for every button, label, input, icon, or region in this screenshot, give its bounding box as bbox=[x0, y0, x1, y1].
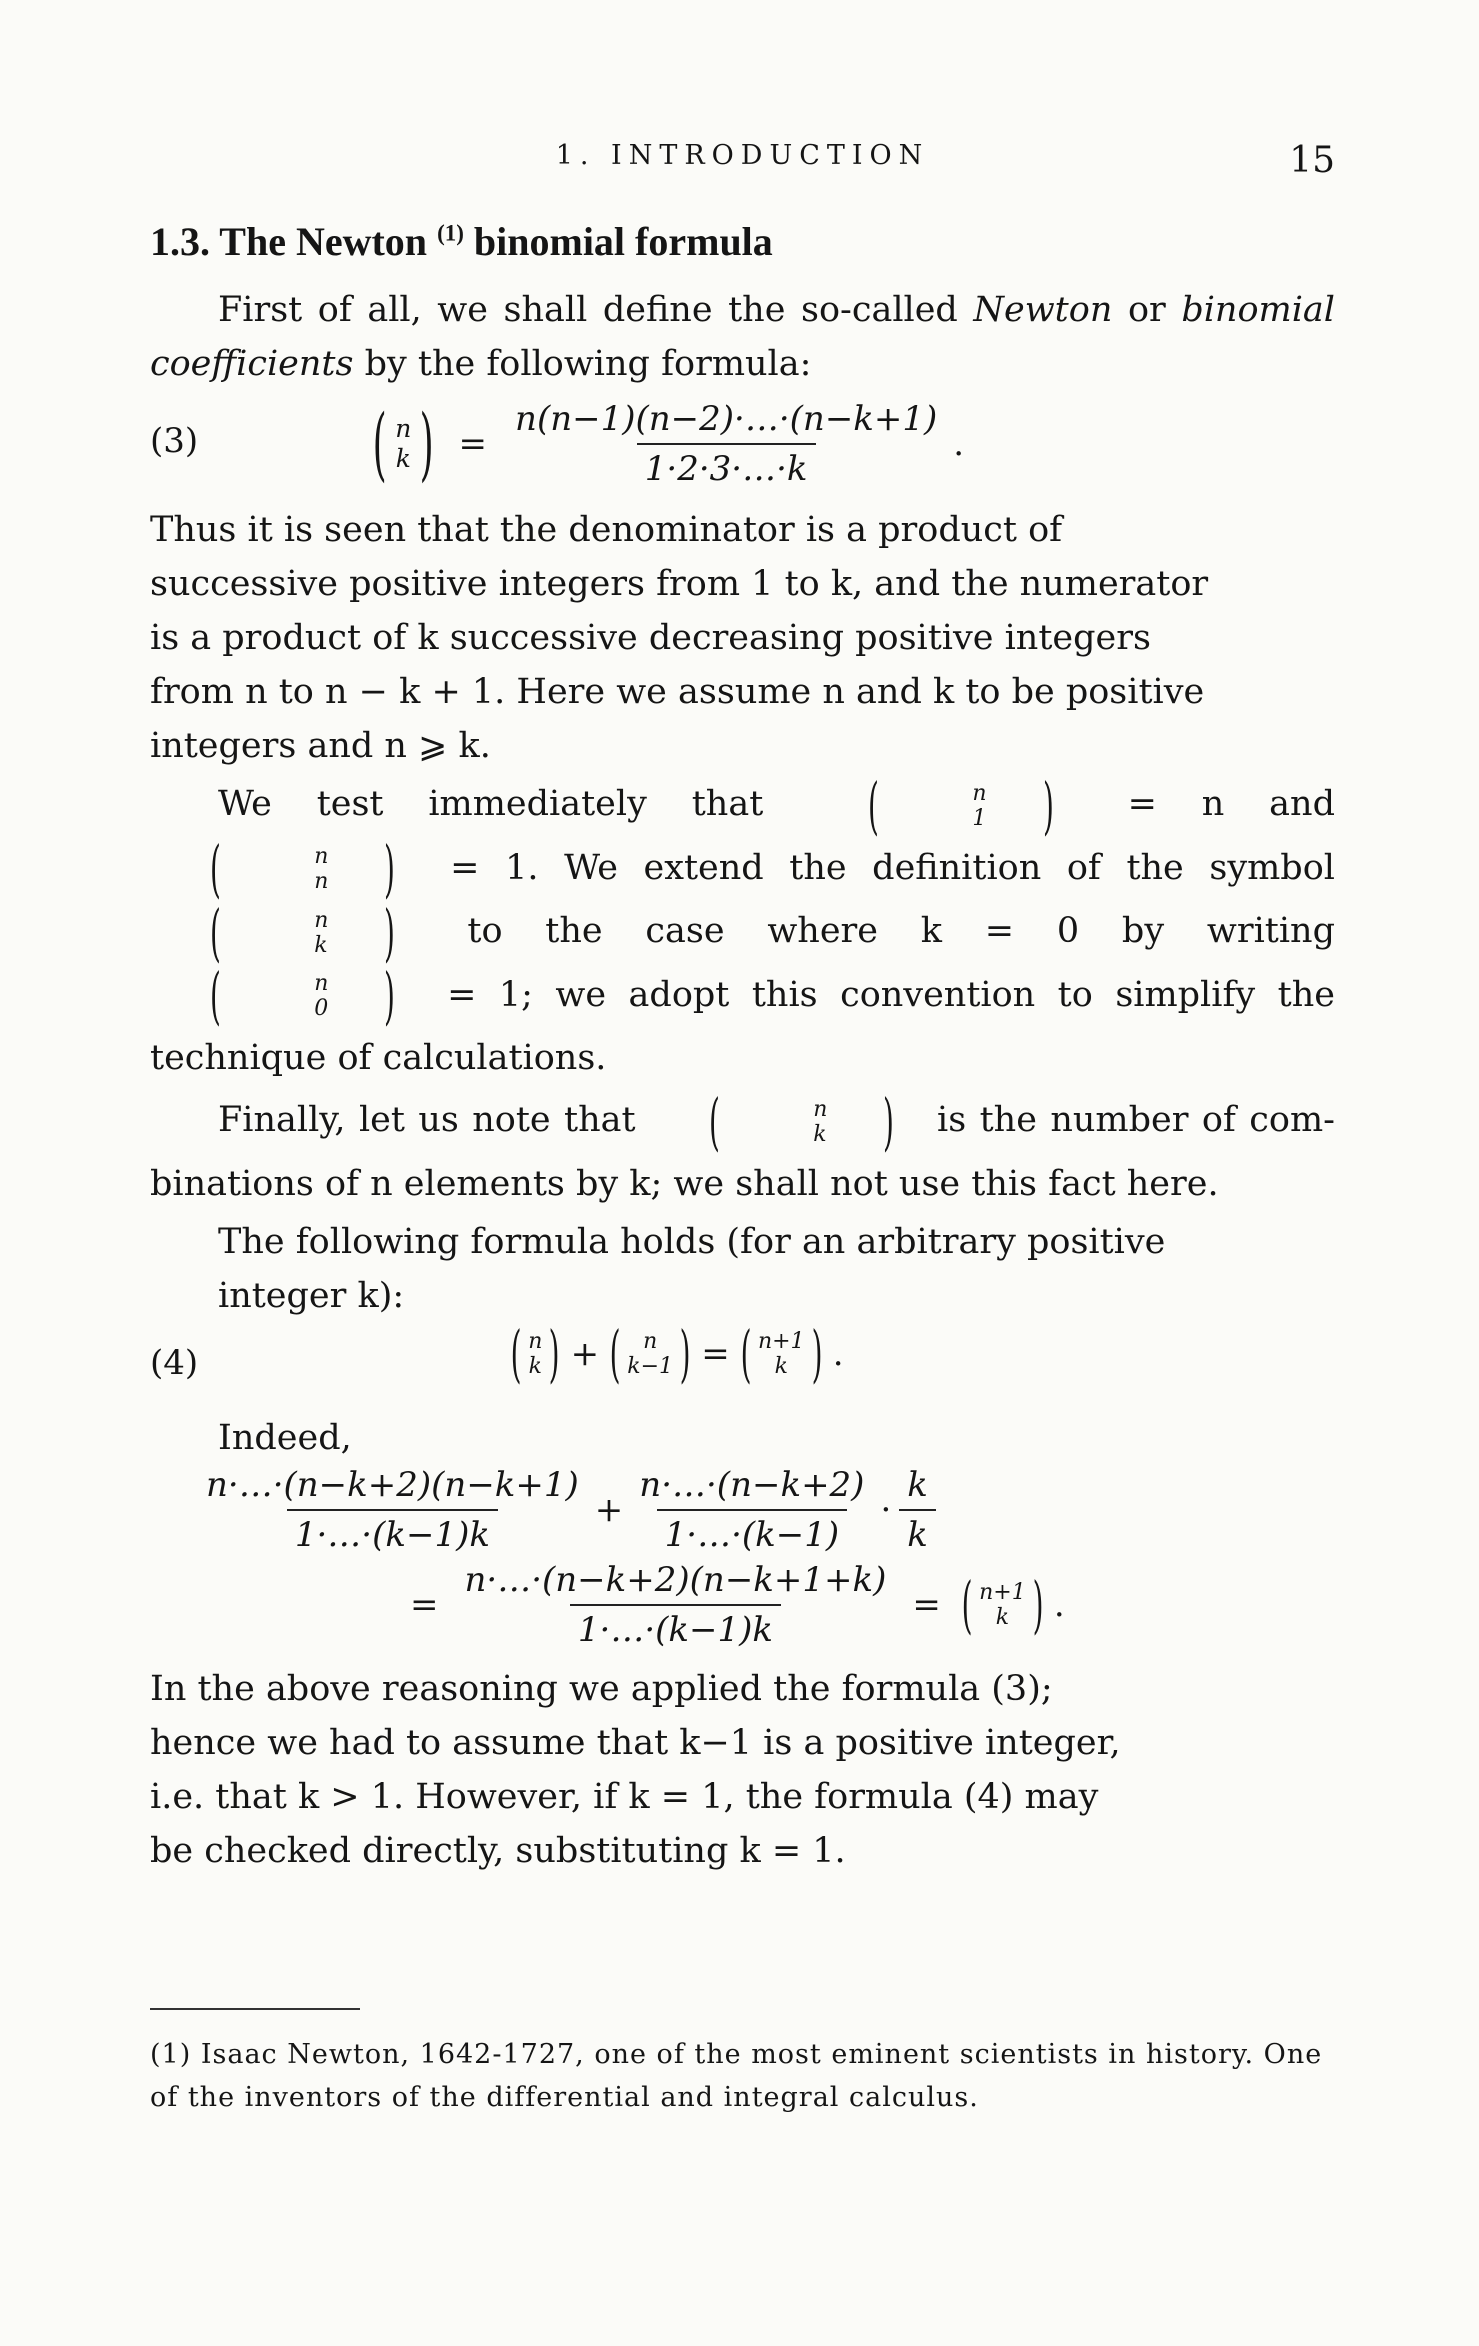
paragraph-conventions bbox=[150, 768, 1335, 1089]
text-segment: simplify the technique of calculations. bbox=[150, 974, 1335, 1078]
section-number: 1.3. bbox=[150, 219, 210, 264]
section-heading bbox=[150, 218, 1335, 265]
text-segment: = 1. We bbox=[450, 847, 618, 888]
text-line: Thus it is seen that the denominator is a product of bbox=[150, 510, 1063, 550]
proof-numerator-1: n·…·(n−k+2)(n−k+1) bbox=[206, 1464, 579, 1505]
page-header bbox=[150, 140, 1335, 210]
section-footnote-marker: (1) bbox=[437, 220, 464, 246]
newton-emphasis: Newton bbox=[973, 290, 1113, 330]
binomial-formula-fraction bbox=[507, 399, 945, 489]
book-page bbox=[150, 140, 1335, 1878]
text-segment: We test immediately that bbox=[218, 784, 764, 824]
proof-k-denominator: k bbox=[899, 1509, 936, 1555]
running-title: 1. INTRODUCTION bbox=[555, 140, 930, 171]
equation-number-3: (3) bbox=[150, 421, 199, 461]
text-segment: is the number of com- bbox=[937, 1100, 1335, 1140]
text-segment: extend the definition of the symbol bbox=[643, 847, 1335, 888]
fraction-denominator: 1·2·3·…·k bbox=[637, 443, 816, 489]
section-title: The Newton bbox=[219, 219, 428, 264]
binomial-n-plus-1-k-proof: ( n+1 k ) bbox=[961, 1567, 1044, 1641]
paragraph-reasoning bbox=[150, 1662, 1335, 1878]
definition-text-end: by the following formula: bbox=[364, 344, 812, 384]
text-line: In the above reasoning we applied the formula (3); bbox=[150, 1668, 1053, 1709]
fraction-numerator: n(n−1)(n−2)·…·(n−k+1) bbox=[515, 399, 938, 439]
equation-3: (3) ( n k ) = $\frac{n(n-1)(n-2)\cdot\dots\cdot(n-k+1)}{1\cdot 2\cdot 3\cdot\dots\cdot k}$ . bbox=[150, 397, 965, 490]
proof-denominator-3: 1·…·(k−1)k bbox=[570, 1604, 781, 1650]
footnote-rule bbox=[150, 2008, 360, 2010]
footnote bbox=[150, 2033, 1335, 2119]
definition-text: First of all, we shall define the so-called bbox=[218, 290, 958, 330]
proof-line-2: = $\frac{n\cdot\dots\cdot(n-k+2)(n-k+1+k)}{1\cdot\dots\cdot(k-1)k}$ = ( n+1 k ) . bbox=[410, 1559, 1065, 1650]
text-line: is a product of k successive decreasing positive integers bbox=[150, 618, 1151, 658]
text-line: be checked directly, substituting k = 1. bbox=[150, 1830, 846, 1871]
paragraph-combinations bbox=[150, 1084, 1335, 1215]
proof-fraction-k bbox=[899, 1465, 936, 1555]
text-segment: = n and bbox=[1127, 784, 1335, 824]
proof-numerator-2: n·…·(n−k+2) bbox=[639, 1464, 865, 1505]
text-line: The following formula holds (for an arbitrary positive bbox=[218, 1221, 1166, 1262]
proof-fraction-2 bbox=[631, 1465, 872, 1555]
proof-k-numerator: k bbox=[907, 1464, 928, 1505]
proof-numerator-3: n·…·(n−k+2)(n−k+1+k) bbox=[464, 1559, 887, 1600]
proof-denominator-2: 1·…·(k−1) bbox=[657, 1509, 848, 1555]
or-word: or bbox=[1127, 290, 1166, 330]
text-line: hence we had to assume that k−1 is a positive integer, bbox=[150, 1722, 1121, 1763]
binomial-n-0: ( n 0 ) bbox=[209, 959, 396, 1032]
text-line: integer k): bbox=[218, 1275, 405, 1316]
text-segment: to the case where bbox=[467, 911, 878, 951]
text-segment: k = 0 by writing bbox=[920, 911, 1335, 951]
binomial-n-k-inline: ( n k ) bbox=[209, 895, 396, 969]
binomial-n-k-finally: ( n k ) bbox=[708, 1084, 895, 1158]
binomial-n-plus-1-k: ( n+1 k ) bbox=[740, 1316, 823, 1390]
equation-4: (4) ( n k ) + ( n k−1 ) = ( n+1 k ) . bbox=[150, 1316, 844, 1390]
proof-line-1: $\frac{n\cdot\dots\cdot(n-k+2)(n-k+1)}{1\cdot\dots\cdot(k-1)k}$ + $\frac{n\cdot\dots\cdot(n-k+2)}{1\cdot\dots\cdot(k-1)}$ · $\frac{k}{k}$ bbox=[150, 1465, 1335, 1560]
proof-denominator-1: 1·…·(k−1)k bbox=[287, 1509, 498, 1555]
text-line: integers and n ⩾ k. bbox=[150, 726, 491, 766]
binomial-n-k-eq4: ( n k ) bbox=[510, 1316, 560, 1390]
text-segment: binations of n elements by k; we shall not use this fact here. bbox=[150, 1163, 1219, 1204]
proof-fraction-3 bbox=[457, 1560, 895, 1650]
paragraph-explanation bbox=[150, 503, 1335, 773]
page-number: 15 bbox=[1289, 140, 1335, 181]
binomial-emphasis: binomial coefficients bbox=[150, 290, 1335, 384]
footnote-text: Isaac Newton, 1642-1727, one of the most eminent scientists in history. One of the inventors of the differential and integral calculus. bbox=[150, 2039, 1323, 2113]
text-segment: = 1; we adopt this convention to bbox=[447, 974, 1093, 1015]
binomial-n-k: ( n k ) bbox=[372, 397, 434, 490]
text-line: from n to n − k + 1. Here we assume n and k to be positive bbox=[150, 672, 1205, 712]
text-segment: Finally, let us note that bbox=[218, 1100, 636, 1140]
footnote-marker: (1) bbox=[150, 2039, 192, 2070]
indeed-label: Indeed, bbox=[218, 1417, 352, 1458]
binomial-n-k-minus-1: ( n k−1 ) bbox=[609, 1316, 691, 1390]
binomial-n-n: ( n n ) bbox=[209, 832, 396, 905]
section-title-suffix: binomial formula bbox=[473, 219, 773, 264]
text-line: successive positive integers from 1 to k, and the numerator bbox=[150, 564, 1209, 604]
paragraph-formula-holds bbox=[150, 1215, 1335, 1323]
binomial-n-1: ( n 1 ) bbox=[868, 768, 1054, 842]
equation-number-4: (4) bbox=[150, 1342, 199, 1383]
paragraph-definition bbox=[150, 283, 1335, 391]
proof-fraction-1 bbox=[198, 1465, 587, 1555]
text-line: i.e. that k > 1. However, if k = 1, the formula (4) may bbox=[150, 1776, 1099, 1817]
